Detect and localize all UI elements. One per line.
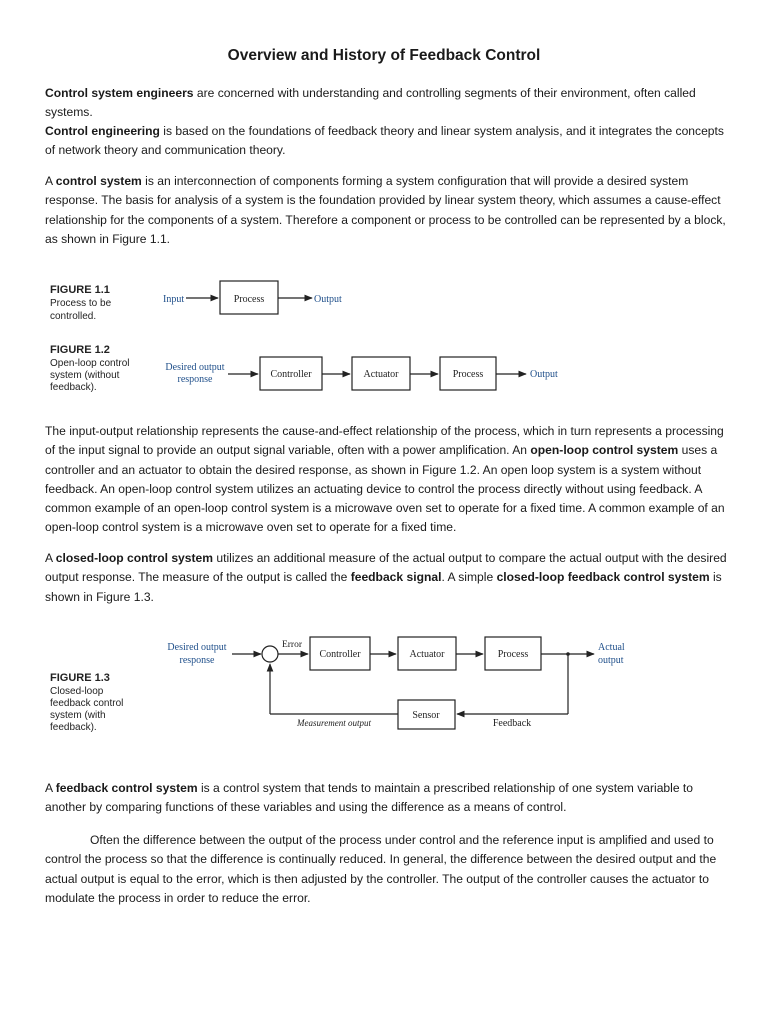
paragraph-text: A bbox=[45, 551, 56, 565]
term-open-loop-control-system: open-loop control system bbox=[530, 443, 679, 458]
summing-junction bbox=[262, 646, 278, 662]
output-label: Output bbox=[314, 294, 342, 305]
paragraph-text: is an interconnection of components forming a system configuration that will provide a desired system response. The basis for analysis of a system is the foundation provided by linear system theory, which assumes a cause-effect relationship for the components of a system. Therefore a component or process to be controlled can be represented by a block, as shown in Figure 1.1. bbox=[45, 174, 726, 246]
desired-output-label: Desired output bbox=[165, 362, 225, 373]
actuator-block-label: Actuator bbox=[363, 369, 399, 380]
paragraph-text: utilizes an additional measure of the actual output to compare the actual output with the desired output response. The measure of the output is called the bbox=[45, 551, 727, 585]
term-control-system: control system bbox=[55, 174, 142, 188]
term-control-system-engineers: Control system engineers bbox=[45, 86, 194, 100]
figure-1-3-caption-line: Closed-loop bbox=[50, 686, 104, 697]
process-block-label: Process bbox=[497, 649, 529, 660]
process-block-label: Process bbox=[452, 369, 484, 380]
figure-1-2-caption-line: Open-loop control bbox=[50, 358, 130, 369]
sensor-block-label: Sensor bbox=[412, 710, 440, 721]
paragraph-text: uses a controller and an actuator to obtain the desired response, as shown in Figure 1.2. An open loop system is a system without feedback. An open-loop control system utilizes an actuating device to control the process directly without using feedback. A common example of an open-loop control system is a microwave oven set to operate for a fixed time. A common example of an open-loop control system is a microwave oven set to operate for a fixed time. bbox=[45, 443, 725, 535]
paragraph-text: . A simple bbox=[441, 570, 497, 585]
paragraph-error bbox=[45, 831, 730, 908]
figure-1-1-heading: FIGURE 1.1 bbox=[50, 284, 110, 296]
feedback-label: Feedback bbox=[492, 718, 532, 729]
term-closed-loop-control-system: closed-loop control system bbox=[55, 551, 214, 565]
controller-block-label: Controller bbox=[319, 649, 361, 660]
page-title: Overview and History of Feedback Control bbox=[227, 47, 541, 64]
term-control-engineering: Control engineering bbox=[45, 124, 160, 138]
actuator-block-label: Actuator bbox=[409, 649, 445, 660]
figure-1-1-caption-line: Process to be bbox=[50, 298, 112, 309]
paragraph-text: Often the difference between the output of the process under control and the reference input is amplified and used to control the process so that the difference is continually reduced. In general, the difference between the desired output and the actual output is equal to the error, which is then adjusted by the controller. The output of the controller causes the actuator to modulate the process in order to reduce the error. bbox=[45, 833, 717, 905]
figure-1-3-caption-line: system (with bbox=[50, 710, 106, 721]
figure-1-2-caption-line: system (without bbox=[50, 370, 120, 381]
actual-output-label: Actual bbox=[598, 642, 625, 653]
paragraph-text: A bbox=[45, 174, 56, 188]
desired-output-label: response bbox=[179, 655, 215, 666]
term-feedback-signal: feedback signal bbox=[350, 570, 442, 585]
desired-output-label: Desired output bbox=[167, 642, 227, 653]
figure-1-3-heading: FIGURE 1.3 bbox=[50, 672, 110, 684]
actual-output-label: output bbox=[598, 655, 624, 666]
figure-1-3-caption-line: feedback control bbox=[50, 698, 124, 709]
term-closed-loop-feedback-control-system: closed-loop feedback control system bbox=[496, 570, 710, 585]
paragraph-feedback-control bbox=[45, 779, 730, 818]
input-label: Input bbox=[163, 294, 185, 305]
controller-block-label: Controller bbox=[270, 369, 312, 380]
measurement-output-label: Measurement output bbox=[297, 718, 371, 728]
paragraph-text: The input-output relationship represents the cause-and-effect relationship of the process, which in turn represents a processing of the input signal to provide an output signal variable, often with a power amplification. An bbox=[45, 424, 724, 458]
process-block-label: Process bbox=[233, 294, 265, 305]
figure-1-1-caption-line: controlled. bbox=[50, 311, 97, 322]
paragraph-text: is based on the foundations of feedback theory and linear system analysis, and it integrates the concepts of network theory and communication theory. bbox=[45, 124, 724, 158]
paragraph-text: is shown in Figure 1.3. bbox=[45, 570, 722, 604]
error-label: Error bbox=[281, 640, 303, 650]
term-feedback-control-system: feedback control system bbox=[55, 781, 198, 795]
figure-1-2-heading: FIGURE 1.2 bbox=[50, 344, 110, 356]
figure-1-3-caption-line: feedback). bbox=[50, 722, 97, 733]
paragraph-text: A bbox=[45, 781, 56, 795]
paragraph-text: are concerned with understanding and controlling segments of their environment, often called systems. bbox=[45, 86, 696, 120]
output-label: Output bbox=[530, 369, 558, 380]
figure-1-2-caption-line: feedback). bbox=[50, 382, 97, 393]
paragraph-text: is a control system that tends to maintain a prescribed relationship of one system variable to another by comparing functions of these variables and using the difference as a means of control. bbox=[45, 781, 694, 815]
desired-output-label: response bbox=[177, 374, 213, 385]
